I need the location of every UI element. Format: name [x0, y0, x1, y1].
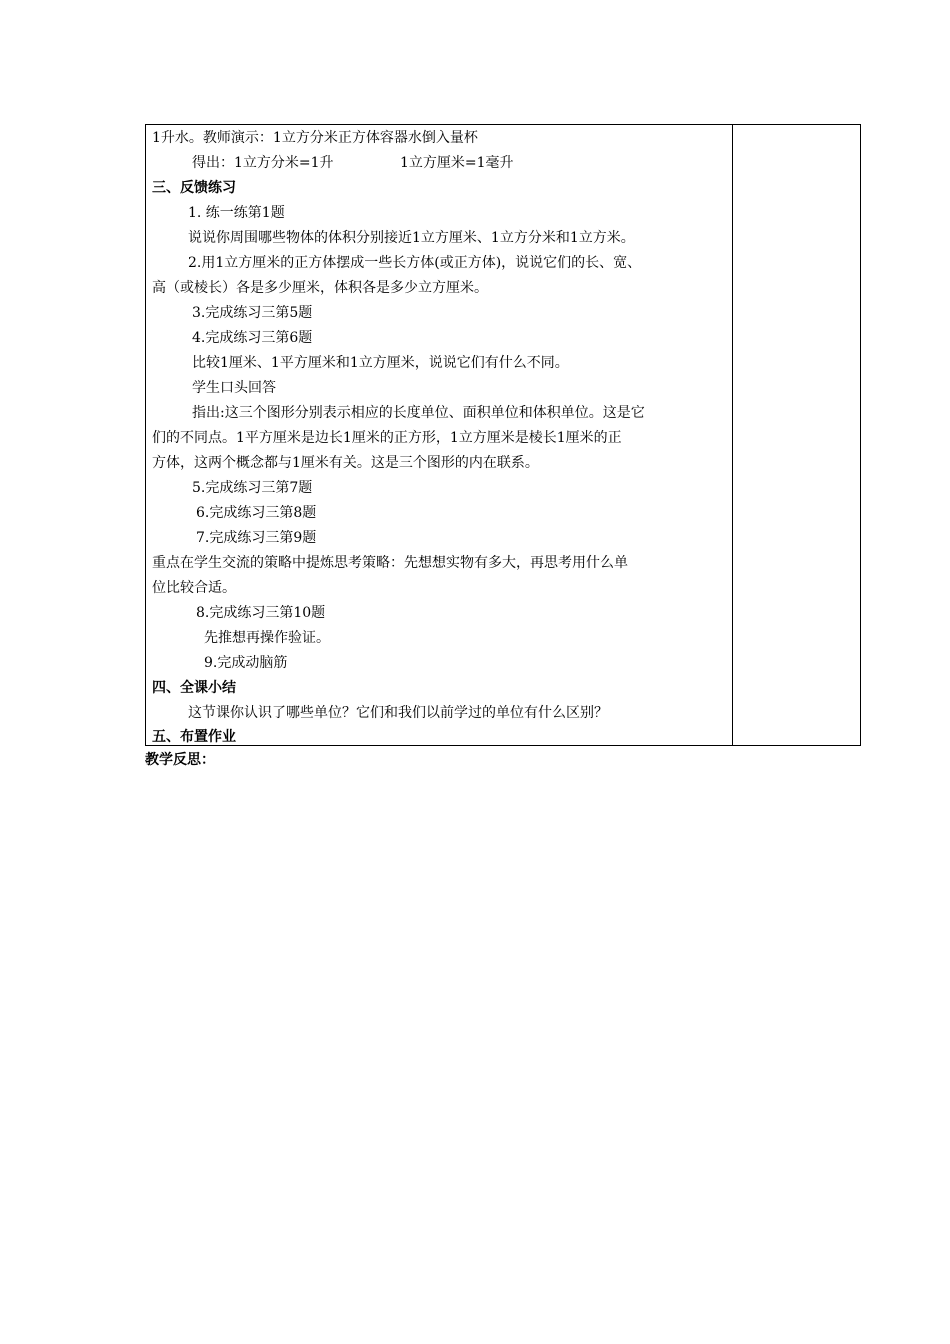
notes-cell: [733, 125, 860, 745]
strategy-line-2: 位比较合适。: [152, 580, 236, 596]
exercise-2-line-2: 高（或棱长）各是多少厘米，体积各是多少立方厘米。: [152, 280, 488, 296]
conclusion-liter: 得出：1立方分米=1升: [192, 155, 334, 171]
demo-line: 1升水。教师演示：1立方分米正方体容器水倒入量杯: [152, 130, 478, 146]
summary-text: 这节课你认识了哪些单位？它们和我们以前学过的单位有什么区别？: [188, 705, 608, 721]
lesson-content-cell: [146, 125, 733, 745]
exercise-4-compare: 比较1厘米、1平方厘米和1立方厘米，说说它们有什么不同。: [192, 355, 569, 371]
exercise-6: 6.完成练习三第8题: [196, 505, 317, 521]
teaching-reflection-label: 教学反思：: [145, 752, 215, 768]
exercise-1-text: 说说你周围哪些物体的体积分别接近1立方厘米、1立方分米和1立方米。: [188, 230, 635, 246]
exercise-4-answer: 学生口头回答: [192, 380, 276, 396]
exercise-4-point-line-2: 们的不同点。1平方厘米是边长1厘米的正方形，1立方厘米是棱长1厘米的正: [152, 430, 622, 446]
section-5-title: 五、布置作业: [152, 729, 236, 745]
exercise-4-point-line-1-text: 指出:这三个图形分别表示相应的长度单位、面积单位和体积单位。这是它: [192, 405, 645, 421]
lesson-plan-table: [145, 124, 861, 746]
section-4-title: 四、全课小结: [152, 680, 236, 696]
exercise-2-line-1: 2.用1立方厘米的正方体摆成一些长方体(或正方体)，说说它们的长、宽、: [188, 255, 642, 271]
exercise-8-note: 先推想再操作验证。: [204, 630, 330, 646]
exercise-7: 7.完成练习三第9题: [196, 530, 317, 546]
section-3-title: 三、反馈练习: [152, 180, 236, 196]
exercise-5: 5.完成练习三第7题: [192, 480, 313, 496]
conclusion-milliliter: 1立方厘米=1毫升: [400, 155, 514, 171]
strategy-line-1: 重点在学生交流的策略中提炼思考策略：先想想实物有多大，再思考用什么单: [152, 555, 628, 571]
exercise-3: 3.完成练习三第5题: [192, 305, 313, 321]
exercise-4-point-line-3: 方体，这两个概念都与1厘米有关。这是三个图形的内在联系。: [152, 455, 539, 471]
exercise-4: 4.完成练习三第6题: [192, 330, 313, 346]
exercise-1-title: 1. 练一练第1题: [188, 205, 285, 221]
exercise-8: 8.完成练习三第10题: [196, 605, 326, 621]
exercise-9: 9.完成动脑筋: [204, 655, 288, 671]
exercise-4-point-line-1: [192, 404, 723, 422]
